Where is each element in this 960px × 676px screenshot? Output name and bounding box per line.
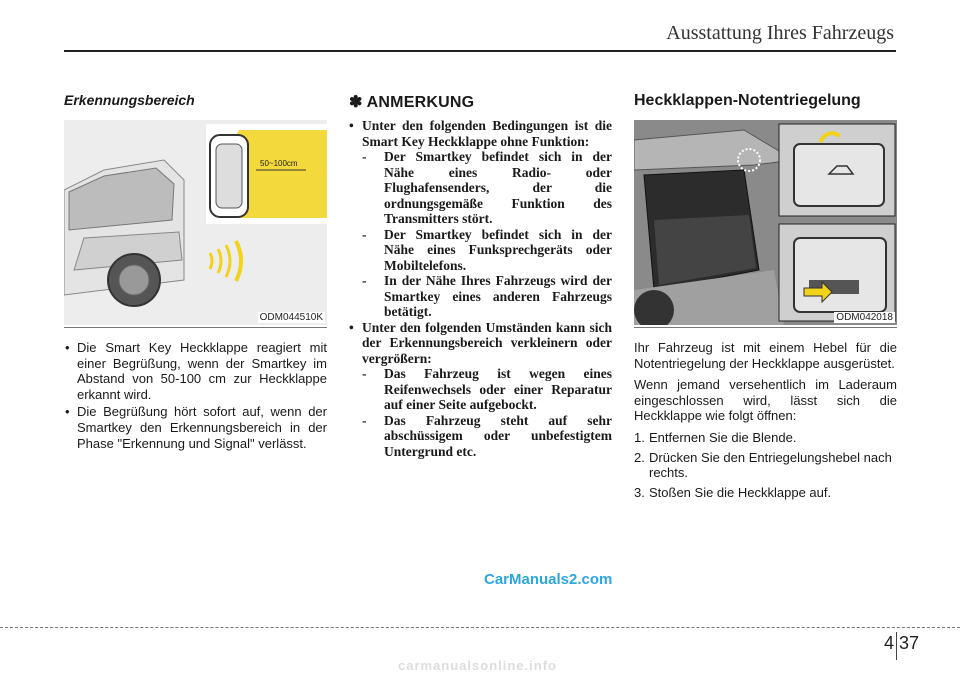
step-item: 1. Entfernen Sie die Blende. [634, 429, 797, 445]
header-rule [64, 50, 896, 52]
step-item: 2. Drücken Sie den Entriegelungshebel nach rechts. [634, 449, 892, 481]
figure-code: ODM044510K [259, 312, 323, 323]
detection-area-illustration [64, 120, 327, 325]
note-title [349, 92, 612, 112]
figure-rule [64, 327, 327, 328]
page-header-title: Ausstattung Ihres Fahrzeugs [666, 22, 894, 44]
bullet-list [64, 340, 327, 451]
right-column [634, 92, 897, 504]
note-title-text: ANMERKUNG [366, 94, 475, 111]
page-separator [896, 632, 897, 660]
note-item-text: Unter den folgenden Umständen kann sich der Erkennungsbereich verkleinern oder vergrößern: [362, 319, 612, 366]
steps-list [634, 430, 897, 500]
note-list [349, 118, 612, 459]
detection-area-figure [64, 120, 327, 325]
bullet-item: • Die Begrüßung hört sofort auf, wenn der Smartkey den Erkennungsbereich in der Phase "Erkennung und Signal" verlässt. [64, 404, 327, 451]
figure-rule [634, 327, 897, 328]
site-footer-watermark: carmanualsonline.info [398, 658, 557, 673]
note-subitem: - Das Fahrzeug ist wegen eines Reifenwechsels oder einer Reparatur auf einer Seite aufgebockt. [362, 366, 612, 412]
paragraph: Wenn jemand versehentlich im Laderaum eingeschlossen wird, lässt sich die Heckklappe wie folgt öffnen: [634, 377, 897, 424]
note-item: • Unter den folgenden Umständen kann sich der Erkennungsbereich verkleinern oder vergrößern: - Das Fahrzeug ist wegen eines Reifenwechsels oder einer Reparatur auf einer Seite aufgebockt. - Das Fahrzeug steht auf sehr abschüssigem oder unbefestigtem Untergrund etc. [349, 319, 612, 459]
note-subitem: - Das Fahrzeug steht auf sehr abschüssigem oder unbefestigtem Untergrund etc. [362, 412, 612, 459]
step-item: 3. Stoßen Sie die Heckklappe auf. [634, 484, 832, 500]
figure-code: ODM042018 [836, 312, 893, 323]
range-label: 50~100cm [260, 159, 298, 168]
tailgate-release-figure [634, 120, 897, 325]
watermark-link[interactable]: CarManuals2.com [484, 571, 613, 588]
paragraph: Ihr Fahrzeug ist mit einem Hebel für die Notentriegelung der Heckklappe ausgerüstet. [634, 340, 897, 371]
note-symbol-icon: ✽ [349, 94, 363, 111]
tailgate-release-illustration [634, 120, 897, 325]
middle-column [349, 92, 612, 459]
note-item: • Unter den folgenden Bedingungen ist die Smart Key Heckklappe ohne Funktion: - Der Smartkey befindet sich in der Nähe eines Radio- oder Flughafensenders, der die ordnungsgemäße Funktion des Transmitters stört. - Der Smartkey befindet sich in der Nähe eines Funksprechgeräts oder Mobiltelefons. - In der Nähe Ihres Fahrzeugs wird der Smartkey eines anderen Fahrzeugs betätigt. [349, 118, 612, 319]
bullet-item: • Die Smart Key Heckklappe reagiert mit einer Begrüßung, wenn der Smartkey im Abstand von 50-100 cm zur Heckklappe erkannt wird. [64, 340, 327, 402]
left-column [64, 92, 327, 453]
section-subheading: Erkennungsbereich [64, 92, 195, 108]
note-subitem: - Der Smartkey befindet sich in der Nähe eines Radio- oder Flughafensenders, der die ordnungsgemäße Funktion des Transmitters stört. [362, 149, 612, 226]
note-subitem: - Der Smartkey befindet sich in der Nähe eines Funksprechgeräts oder Mobiltelefons. [362, 226, 612, 273]
footer-rule [0, 627, 960, 628]
note-subitem: - In der Nähe Ihres Fahrzeugs wird der Smartkey eines anderen Fahrzeugs betätigt. [362, 273, 612, 319]
page-number: 37 [899, 633, 920, 653]
chapter-number: 4 [884, 633, 895, 653]
section-title: Heckklappen-Notentriegelung [634, 92, 861, 109]
note-item-text: Unter den folgenden Bedingungen ist die Smart Key Heckklappe ohne Funktion: [362, 118, 612, 149]
